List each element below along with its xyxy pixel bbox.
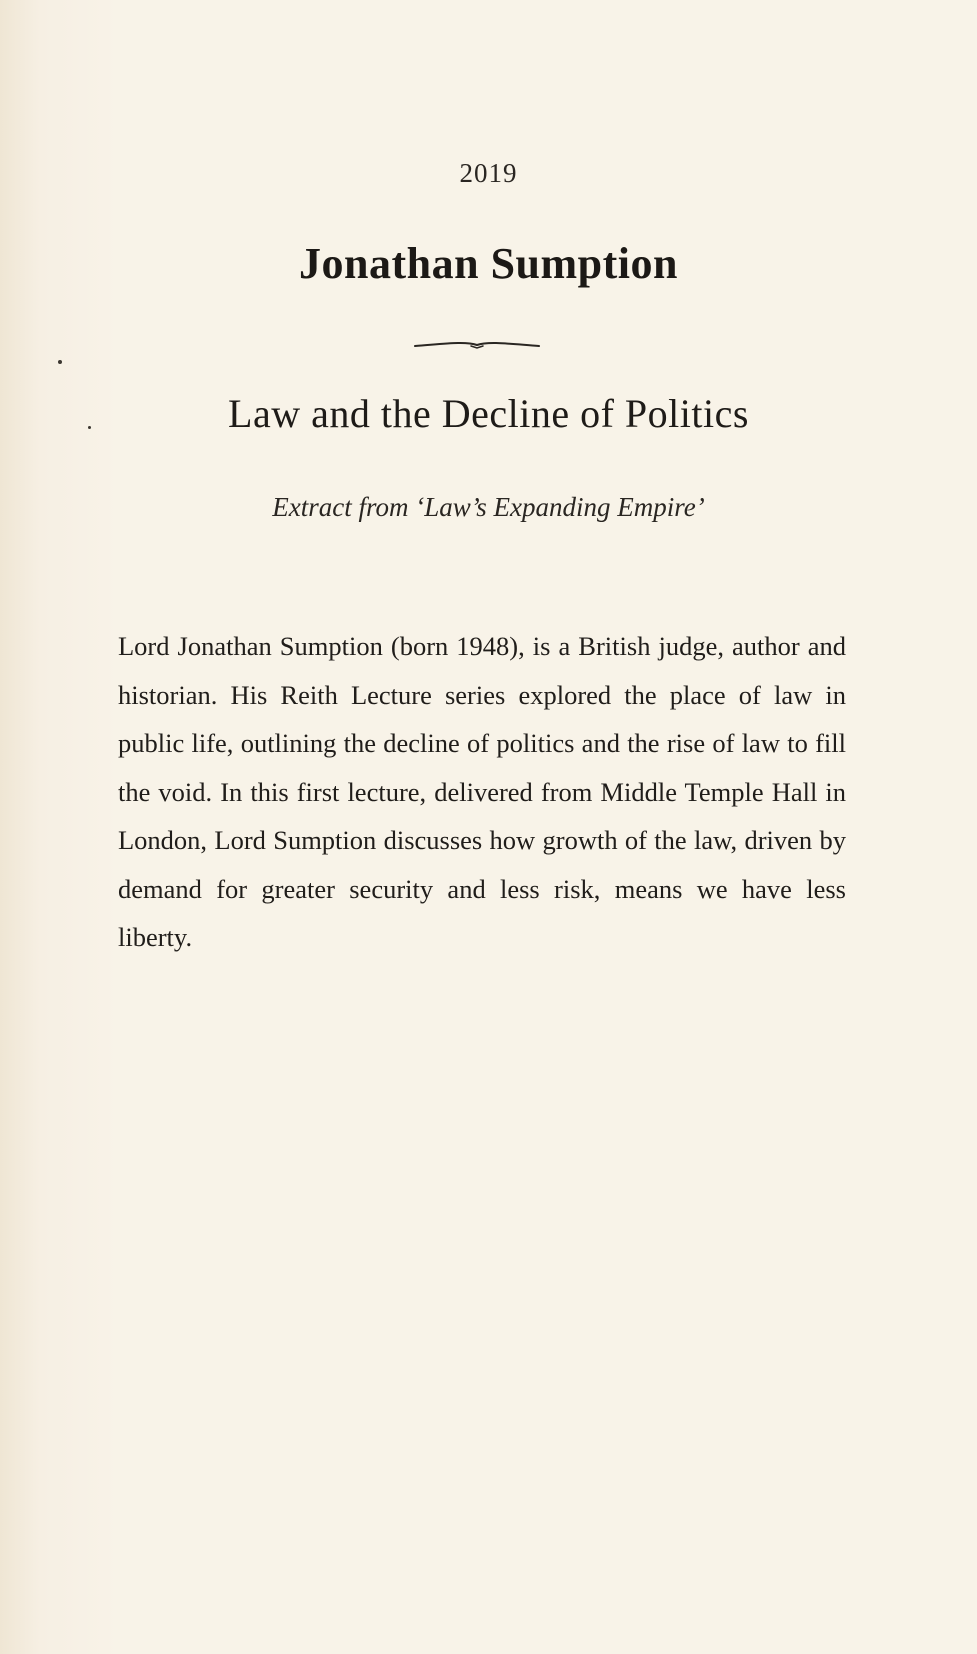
- chapter-subtitle: Extract from ‘Law’s Expanding Empire’: [272, 492, 705, 522]
- chapter-year: 2019: [459, 158, 518, 188]
- paper-speck: [58, 360, 62, 364]
- paper-speck: [88, 426, 91, 429]
- author-name: Jonathan Sumption: [299, 239, 678, 288]
- intro-paragraph: Lord Jonathan Sumption (born 1948), is a British judge, author and historian. His Reith Lecture series explored the place of law in public life, outlining the decline of politics and the rise of law to fill the void. In this first lecture, delivered from Middle Temple Hall in London, Lord Sumption discusses how growth of the law, driven by demand for greater security and less risk, means we have less liberty.: [118, 631, 846, 952]
- decorative-rule-icon: [413, 338, 541, 352]
- chapter-title: Law and the Decline of Politics: [228, 391, 749, 436]
